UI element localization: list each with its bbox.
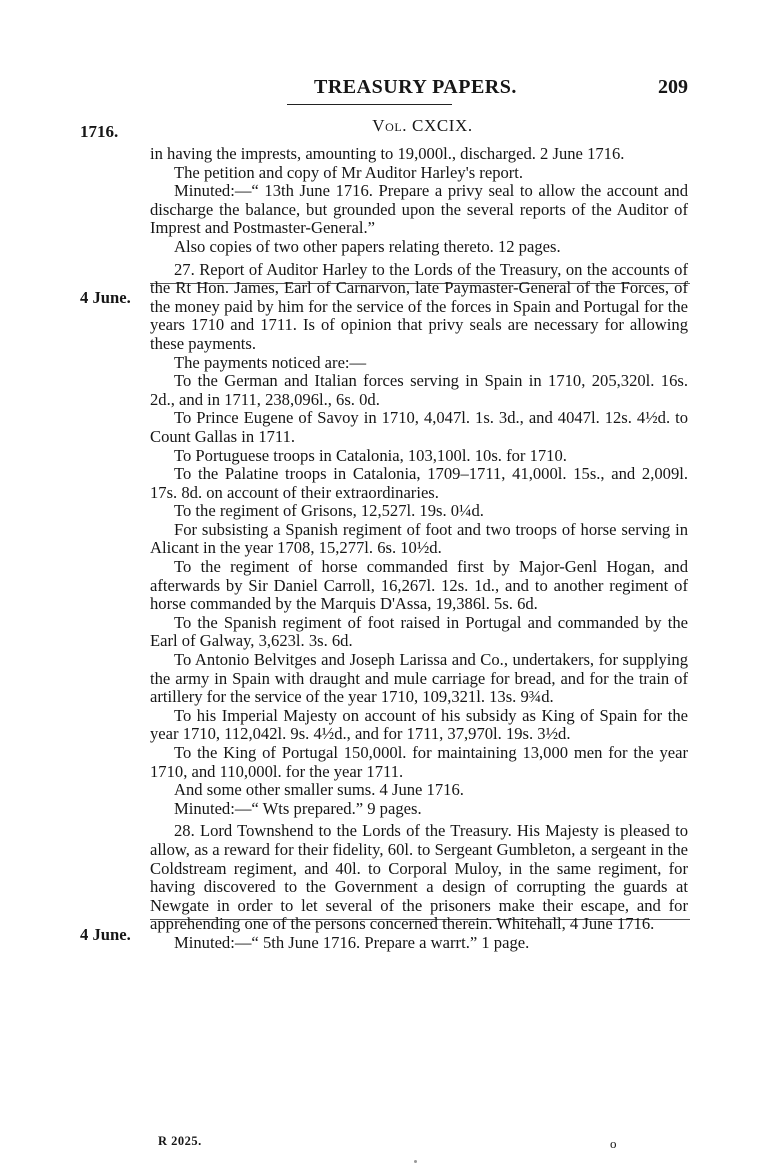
printer-signature: R 2025.: [158, 1134, 202, 1148]
paragraph: To his Imperial Majesty on account of his subsidy as King of Spain for the year 1710, 112,042l. 9s. 4½d., and for 1711, 37,970l. 19s. 3½d.: [150, 705, 688, 744]
paragraph: To the German and Italian forces serving in Spain in 1710, 205,320l. 16s. 2d., and in 1711, 238,096l., 6s. 0d.: [150, 371, 688, 409]
running-head: [300, 76, 700, 106]
margin-date-item-27: 4 June.: [80, 288, 131, 307]
paragraph: Minuted:—“ Wts prepared.” 9 pages.: [174, 798, 422, 818]
paragraph: Minuted:—“ 13th June 1716. Prepare a privy seal to allow the account and discharge the balance, but grounded upon the several reports of the Auditor of Imprest and Postmaster-General.”: [150, 181, 688, 238]
paragraph: To Portuguese troops in Catalonia, 103,100l. 10s. for 1710.: [174, 445, 567, 465]
paragraph: Minuted:—“ 5th June 1716. Prepare a warrt.” 1 page.: [174, 932, 530, 952]
paragraph: To Antonio Belvitges and Joseph Larissa and Co., undertakers, for supplying the army in Spain with draught and mule carriage for bread, and for the train of artillery for the service of the year 1710, 109,321l. 13s. 9¾d.: [150, 650, 688, 707]
entry-28-text: 28. Lord Townshend to the Lords of the Treasury. His Majesty is pleased to allow, as a reward for their fidelity, 60l. to Sergeant Gumbleton, a sergeant in the Coldstream regiment, and 40l. to Corporal Muloy, in the same regiment, for having discovered to the Government a design of corrupting the guards at Newgate in order to let several of the prisoners make their escape, and for apprehending one of the persons concerned therein. Whitehall, 4 June 1716.: [150, 821, 688, 934]
page-speck: [414, 1160, 417, 1163]
margin-date-item-28: 4 June.: [80, 925, 131, 944]
paragraph: To Prince Eugene of Savoy in 1710, 4,047l. 1s. 3d., and 4047l. 12s. 4½d. to Count Gallas in 1711.: [150, 408, 688, 446]
running-title: TREASURY PAPERS.: [314, 76, 517, 98]
entry-27-text: 27. Report of Auditor Harley to the Lords of the Treasury, on the accounts of the Rt Hon. James, Earl of Carnarvon, late Paymaster-General of the Forces, of the money paid by him for the service of the forces in Spain and Portugal for the years 1710 and 1711. Is of opinion that privy seals are necessary for allowing these payments.: [150, 259, 688, 353]
paragraph: To the regiment of Grisons, 12,527l. 19s. 0¼d.: [174, 501, 484, 521]
paragraph: Also copies of two other papers relating thereto. 12 pages.: [174, 236, 561, 256]
paragraph: in having the imprests, amounting to 19,000l., discharged. 2 June 1716.: [150, 144, 625, 163]
volume-heading: Vol. CXCIX.: [372, 116, 473, 135]
margin-year: 1716.: [80, 122, 119, 141]
document-body: [150, 145, 688, 953]
paragraph: And some other smaller sums. 4 June 1716.: [174, 780, 464, 800]
page-number: 209: [658, 76, 688, 98]
paragraph: To the Palatine troops in Catalonia, 1709–1711, 41,000l. 15s., and 2,009l. 17s. 8d. on account of their extraordinaries.: [150, 464, 688, 502]
paragraph: To the Spanish regiment of foot raised in Portugal and commanded by the Earl of Galway, 3,623l. 3s. 6d.: [150, 612, 688, 651]
header-rule: [287, 104, 452, 105]
paragraph: For subsisting a Spanish regiment of foot and two troops of horse serving in Alicant in the year 1708, 15,277l. 6s. 10½d.: [150, 519, 688, 558]
paragraph: The petition and copy of Mr Auditor Harley's report.: [174, 162, 524, 182]
signature-mark: o: [610, 1136, 617, 1151]
paragraph: The payments noticed are:—: [174, 352, 367, 372]
paragraph: To the regiment of horse commanded first by Major-Genl Hogan, and afterwards by Sir Daniel Carroll, 16,267l. 12s. 1d., and to another regiment of horse commanded by the Marquis D'Assa, 19,386l. 5s. 6d.: [150, 557, 688, 614]
paragraph: To the King of Portugal 150,000l. for maintaining 13,000 men for the year 1710, and 110,000l. for the year 1711.: [150, 743, 688, 781]
